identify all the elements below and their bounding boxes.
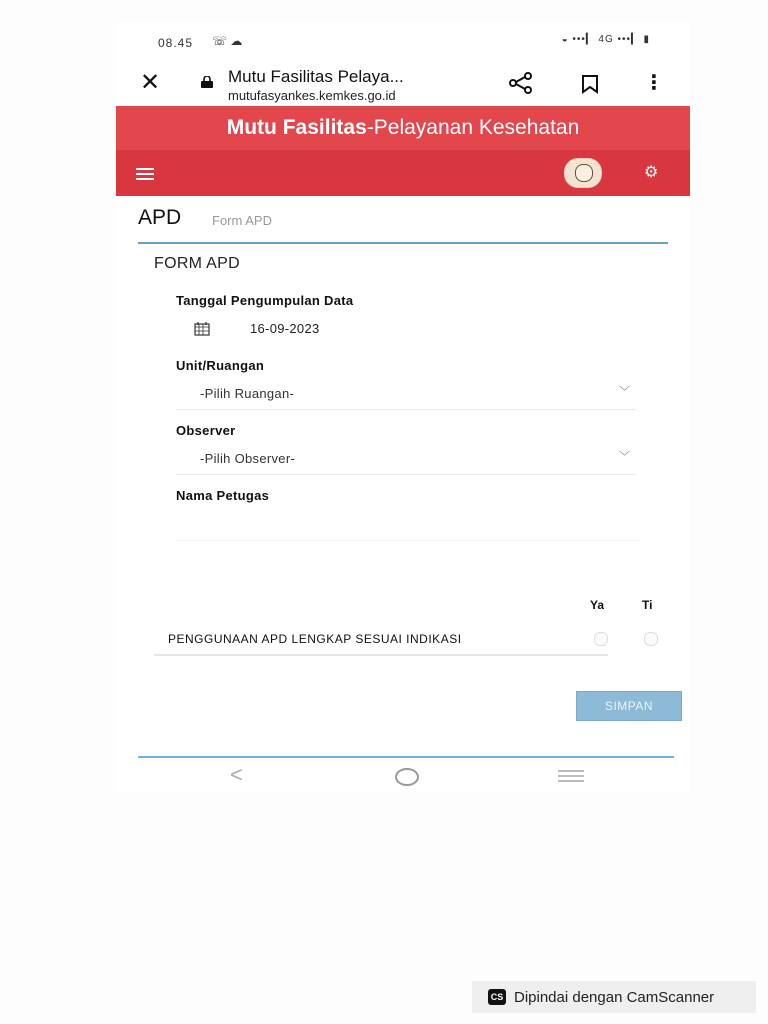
simpan-button[interactable]: SIMPAN xyxy=(576,691,682,721)
phone-screen xyxy=(116,22,690,792)
page-subtitle: Form APD xyxy=(212,213,272,228)
notification-icons: ☏ ☁ xyxy=(212,34,243,48)
watermark-text: Dipindai dengan CamScanner xyxy=(514,989,715,1006)
browser-url[interactable]: mutufasyankes.kemkes.go.id xyxy=(228,88,396,103)
back-icon[interactable]: < xyxy=(230,762,243,787)
form-title: FORM APD xyxy=(154,255,240,272)
share-icon[interactable] xyxy=(508,72,534,94)
avatar[interactable] xyxy=(564,158,602,188)
gear-icon[interactable]: ⚙ xyxy=(644,164,659,181)
indicator-question: PENGGUNAAN APD LENGKAP SESUAI INDIKASI xyxy=(168,632,462,646)
app-header xyxy=(116,106,690,196)
lock-icon xyxy=(200,76,214,88)
radio-yes[interactable] xyxy=(594,632,608,646)
calendar-icon[interactable] xyxy=(194,322,210,336)
system-nav-bar xyxy=(116,762,690,792)
unit-select-value: -Pilih Ruangan- xyxy=(200,386,295,401)
date-label: Tanggal Pengumpulan Data xyxy=(176,293,354,308)
signal-battery-icons: ◒ •••▎ 4G •••▎ ▮ xyxy=(561,34,650,45)
petugas-input[interactable] xyxy=(176,508,640,541)
menu-icon[interactable] xyxy=(136,168,154,180)
page-title: APD xyxy=(138,206,182,229)
observer-label: Observer xyxy=(176,423,236,438)
brand-rest: -Pelayanan Kesehatan xyxy=(366,116,580,139)
divider xyxy=(154,654,608,656)
home-icon[interactable] xyxy=(395,768,419,786)
brand-bold: Mutu Fasilitas xyxy=(226,116,367,139)
divider xyxy=(138,242,668,244)
more-vertical-icon[interactable]: ⋮ xyxy=(644,72,664,94)
unit-label: Unit/Ruangan xyxy=(176,358,265,373)
recent-apps-icon[interactable] xyxy=(558,770,584,785)
column-no: Ti xyxy=(642,598,653,612)
petugas-label: Nama Petugas xyxy=(176,488,270,503)
status-time: 08.45 xyxy=(158,36,194,50)
unit-select[interactable] xyxy=(176,379,636,410)
scanner-watermark xyxy=(472,981,756,1013)
chevron-down-icon: ﹀ xyxy=(619,386,630,398)
browser-page-title: Mutu Fasilitas Pelaya... xyxy=(228,67,404,86)
observer-select-value: -Pilih Observer- xyxy=(200,451,296,466)
camscanner-logo: CS xyxy=(488,989,506,1005)
app-brand xyxy=(116,116,690,140)
radio-no[interactable] xyxy=(644,632,658,646)
close-icon[interactable]: ✕ xyxy=(140,69,161,96)
chevron-down-icon: ﹀ xyxy=(619,451,630,463)
app-nav-bar xyxy=(116,150,690,196)
bookmark-icon[interactable] xyxy=(580,74,600,94)
status-bar xyxy=(116,22,690,62)
browser-toolbar xyxy=(116,62,690,106)
observer-select[interactable] xyxy=(176,444,636,475)
date-input[interactable]: 16-09-2023 xyxy=(250,321,320,336)
date-field[interactable] xyxy=(176,318,646,344)
column-yes: Ya xyxy=(590,598,605,612)
divider xyxy=(138,756,674,758)
